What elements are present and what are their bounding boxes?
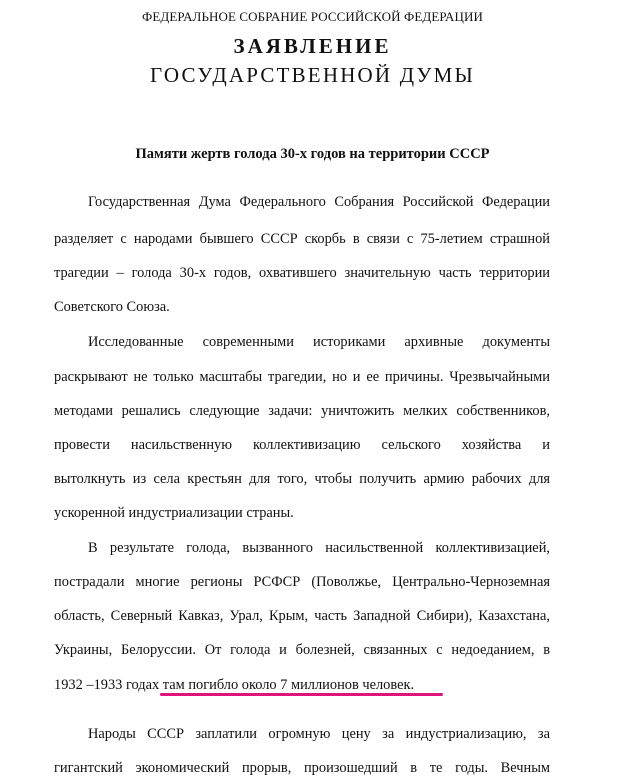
paragraph-3-line-5: 1932 –1933 годах там погибло около 7 миллионов человек. (54, 677, 415, 693)
paragraph-3-line-3: область, Северный Кавказ, Урал, Крым, часть Западной Сибири), Казахстана, (54, 608, 550, 624)
paragraph-4-line-2: гигантский экономический прорыв, произошедший в те годы. Вечным (54, 760, 550, 776)
highlight-underline-mark (160, 693, 443, 696)
paragraph-2-line-6: ускоренной индустриализации страны. (54, 505, 294, 521)
paragraph-1-line-2: разделяет с народами бывшего СССР скорбь в связи с 75-летием страшной (54, 231, 550, 247)
paragraph-2-line-3: методами решались следующие задачи: уничтожить мелких собственников, (54, 403, 550, 419)
paragraph-2-line-4: провести насильственную коллективизацию сельского хозяйства и (54, 437, 550, 453)
paragraph-3-line-4: Украины, Белоруссии. От голода и болезней, связанных с недоеданием, в (54, 642, 550, 658)
paragraph-4-line-1: Народы СССР заплатили огромную цену за индустриализацию, за (88, 726, 550, 742)
paragraph-1-line-4: Советского Союза. (54, 299, 170, 315)
document-subtitle: ГОСУДАРСТВЕННОЙ ДУМЫ (150, 63, 475, 87)
paragraph-2-line-5: вытолкнуть из села крестьян для того, чтобы получить армию рабочих для (54, 471, 550, 487)
paragraph-2-line-1: Исследованные современными историками архивные документы (88, 334, 550, 350)
paragraph-1-line-1: Государственная Дума Федерального Собрания Российской Федерации (88, 194, 550, 210)
statement-heading: Памяти жертв голода 30-х годов на территории СССР (135, 146, 490, 162)
paragraph-3-line-2: пострадали многие регионы РСФСР (Поволжье, Центрально-Черноземная (54, 574, 550, 590)
paragraph-1-line-3: трагедии – голода 30-х годов, охватившего значительную часть территории (54, 265, 550, 281)
document-title: ЗАЯВЛЕНИЕ (233, 34, 392, 58)
organization-header: ФЕДЕРАЛЬНОЕ СОБРАНИЕ РОССИЙСКОЙ ФЕДЕРАЦИИ (141, 9, 483, 24)
paragraph-3-line-1: В результате голода, вызванного насильственной коллективизацией, (88, 540, 550, 556)
paragraph-2-line-2: раскрывают не только масштабы трагедии, но и ее причины. Чрезвычайными (54, 369, 550, 385)
